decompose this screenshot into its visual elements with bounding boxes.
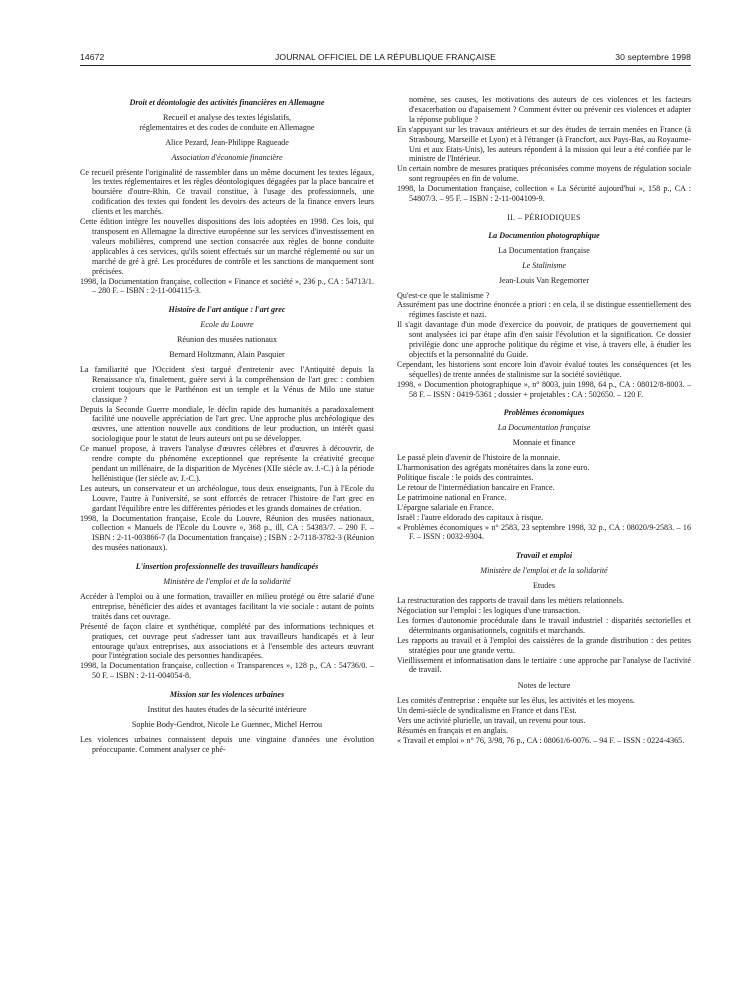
notes-heading: Notes de lecture	[517, 681, 571, 691]
entry-paragraph: Cette édition intègre les nouvelles dispositions des lois adoptées en 1998. Ces lois, qui transposent en Allemagne la directive européenne sur les services d'investissement en valeurs mobilières, comprend une section consacrée aux règles de bonne conduite applicables à ces services, qu'ils soient effectués sur un marché réglementé ou sur un marché de gré à gré. Les procédures de contrôle et les sanctions de manquement sont précisées.	[80, 217, 374, 276]
entry-paragraph: Un certain nombre de mesures pratiques préconisées comme moyens de régulation sociale sont regroupées en fin de volume.	[397, 164, 691, 184]
running-head	[80, 52, 691, 62]
entry-paragraph: Cependant, les historiens sont encore loin d'avoir évalué toutes les conséquences (et les séquelles) de trente années de stalinisme sur la société soviétique.	[397, 359, 691, 379]
entry-paragraph: Ce recueil présente l'originalité de rassembler dans un même document les textes légaux, les textes réglementaires et les règles déontologiques dégagées par la place bancaire et boursière d'outre-Rhin. Ce travail constitue, à l'usage des professionnels, une codification des textes qui fondent les devoirs des acteurs de la finance envers leurs clients et les marchés.	[80, 167, 374, 217]
entry-paragraph: nomène, ses causes, les motivations des auteurs de ces violences et les facteurs d'exacerbation ou d'apaisement ? Comment éviter ou prévenir ces violences et adapter la réponse publique ?	[409, 95, 691, 124]
right-column	[397, 95, 691, 759]
entry-travail-emploi	[397, 551, 691, 745]
entry-art-grec	[80, 305, 374, 553]
entry-violences-urbaines	[80, 690, 374, 755]
list-item: Un demi-siècle de syndicalisme en France et dans l'Est.	[397, 706, 577, 716]
entry-paragraph: En s'appuyant sur les travaux antérieurs et sur des études de terrain menées en France (à Strasbourg, Marseille et Lyon) et à l'étranger (à Francfort, aux Pays-Bas, au Royaume-Uni et aux Etats-Unis), les auteurs répondent à la mission qui leur a été confiée par le ministre de l'Intérieur.	[397, 124, 691, 164]
list-item: Négociation sur l'emploi : les logiques d'une transaction.	[397, 605, 581, 615]
entry-title: Travail et emploi	[515, 551, 573, 561]
header-rule	[80, 65, 691, 66]
entry-authors: Alice Pezard, Jean-Philippe Ragueade	[165, 137, 289, 147]
entry-paragraph: Les violences urbaines connaissent depuis une vingtaine d'années une évolution préoccupante. Comment analyser ce phé-	[80, 734, 374, 754]
list-item: Les rapports au travail et à l'emploi des caissières de la grande distribution : des petites stratégies pour une grande vertu.	[397, 635, 691, 655]
entry-theme: Le Stalinisme	[522, 260, 566, 270]
entry-insertion-handicapes	[80, 562, 374, 681]
entry-subtitle: Réunion des musées nationaux	[176, 335, 278, 345]
list-item: Les formes d'autonomie procédurale dans le travail industriel : disparités sectorielles et déterminants organisationnels, cognitifs et marchands.	[397, 615, 691, 635]
entry-title: Histoire de l'art antique : l'art grec	[168, 305, 286, 315]
entry-paragraph: Depuis la Seconde Guerre mondiale, le déclin rapide des humanités a paradoxalement facilité une nouvelle appréciation de l'art grec. Une approche plus archéologique des œuvres, une attention nouvelle aux conditions de leur production, un intérêt quasi sociologique pour le statut de leurs auteurs ont pu se développer.	[80, 404, 374, 444]
entry-paragraph: Il s'agit davantage d'un mode d'exercice du pouvoir, de pratiques de gouvernement qui sont analysées ici par étape afin d'en saisir l'évolution et la signification. Ce dossier privilégie donc une approche politique du régime et vise, à travers elle, à étudier les objectifs et la personnalité du Guide.	[397, 320, 691, 359]
entry-title: Problèmes économiques	[503, 408, 585, 418]
list-item: L'harmonisation des agrégats monétaires dans la zone euro.	[397, 463, 590, 473]
list-item: Vieillissement et informatisation dans le tertiaire : une approche par l'analyse de l'activité de travail.	[397, 655, 691, 675]
list-item: Les comités d'entreprise : enquête sur les élus, les activités et les moyens.	[397, 696, 635, 706]
entry-paragraph: Assurément pas une doctrine énoncée a priori : en cela, il se distingue essentiellement des régimes fasciste et nazi.	[397, 300, 691, 320]
entry-reference: « Problèmes économiques » n° 2583, 23 septembre 1998, 32 p., CA : 08020/9-2583. – 16 F. – ISSN : 0032-9304.	[397, 522, 691, 542]
entry-reference: 1998, la Documentation française, collection « Transparences », 128 p., CA : 54736/0. – 50 F. – ISBN : 2-11-004054-8.	[80, 661, 374, 681]
entry-publisher: La Documentation française	[497, 423, 591, 433]
entry-paragraph: Accéder à l'emploi ou à une formation, travailler en milieu protégé ou être salarié d'une entreprise, bénéficier des aides et avantages facilitant la vie sociale : autant de points traités dans cet ouvrage.	[80, 591, 374, 621]
entry-publisher: Ministère de l'emploi et de la solidarité	[480, 566, 608, 576]
entry-subtitle: Monnaie et finance	[512, 438, 576, 448]
entry-reference: 1998, la Documentation française, collection « La Sécurité aujourd'hui », 158 p., CA : 54807/3. – 95 F. – ISBN : 2-11-004109-9.	[397, 184, 691, 204]
list-item: Le passé plein d'avenir de l'histoire de la monnaie.	[397, 453, 561, 463]
list-item: La restructuration des rapports de travail dans les métiers relationnels.	[397, 596, 624, 606]
entry-title: La Documention photographique	[488, 230, 600, 240]
entry-paragraph: Présenté de façon claire et synthétique, complété par des informations techniques et pratiques, cet ouvrage peut s'adresser tant aux travailleurs handicapés et à leur entourage qu'aux entreprises, aux associations et à l'ensemble des acteurs œuvrant pour l'intégration sociale des personnes handicapées.	[80, 621, 374, 661]
list-item: Résumés en français et en anglais.	[397, 725, 509, 735]
list-item: Le patrimoine national en France.	[397, 492, 507, 502]
entry-subtitle: Etudes	[532, 581, 556, 591]
entry-violences-urbaines-continued	[397, 95, 691, 204]
list-item: Israël : l'autre eldorado des capitaux à risque.	[397, 512, 544, 522]
entry-paragraph: La familiarité que l'Occident s'est targué d'entretenir avec l'Antiquité depuis la Renaissance n'a, finalement, guère servi à la compréhension de l'art grec : combien croient toujours que le Parthénon est un temple et la Vénus de Milo une statue classique ?	[80, 364, 374, 404]
section-heading-periodiques: II. – PÉRIODIQUES	[507, 212, 581, 222]
two-column-body	[80, 95, 691, 759]
list-item: L'épargne salariale en France.	[397, 502, 494, 512]
entry-subtitle: réglementaires et des codes de conduite en Allemagne	[139, 122, 315, 132]
entry-authors: Sophie Body-Gendrot, Nicole Le Guennec, Michel Herrou	[131, 719, 323, 729]
entry-subtitle: La Documentation française	[498, 245, 590, 255]
entry-publisher: Ecole du Louvre	[200, 320, 254, 330]
entry-reference: 1998, la Documentation française, collection « Finance et société », 236 p., CA : 54713/1. – 280 F. – ISBN : 2-11-004115-3.	[80, 276, 374, 296]
list-item: Politique fiscale : le poids des contraintes.	[397, 473, 534, 482]
issue-date: 30 septembre 1998	[615, 52, 691, 62]
list-item: Le retour de l'intermédiation bancaire en France.	[397, 482, 555, 492]
entry-publisher: Association d'économie financière	[171, 152, 283, 162]
entry-problemes-economiques	[397, 408, 691, 542]
entry-title: Droit et déontologie des activités financières en Allemagne	[129, 98, 325, 107]
entry-title: Mission sur les violences urbaines	[169, 690, 285, 700]
entry-reference: 1998, « Documention photographique », n° 8003, juin 1998, 64 p., CA : 08012/8-8003. – 58 F. – ISSN : 0419-5361 ; dossier + projetables : CA : 502650. – 120 F.	[397, 379, 691, 399]
entry-reference: 1998, la Documentation française, Ecole du Louvre, Réunion des musées nationaux, collection « Manuels de l'Ecole du Louvre », 368 p., ill, CA : 54383/7. – 290 F. – ISBN : 2-11-003866-7 (la Documentation française) ; ISBN : 2-7118-3782-3 (Réunion des musées nationaux).	[80, 513, 374, 553]
list-item: Vers une activité plurielle, un travail, un revenu pour tous.	[397, 716, 586, 726]
entry-reference: « Travail et emploi » n° 76, 3/98, 76 p., CA : 08061/6-0076. – 94 F. – ISSN : 0224-4365.	[397, 735, 685, 745]
journal-title: JOURNAL OFFICIEL DE LA RÉPUBLIQUE FRANÇAISE	[275, 52, 496, 62]
entry-paragraph: Qu'est-ce que le stalinisme ?	[397, 290, 490, 300]
entry-subtitle: Recueil et analyse des textes législatifs,	[162, 112, 292, 122]
entry-paragraph: Ce manuel propose, à travers l'analyse d'œuvres célèbres et d'œuvres à découvrir, de rendre compte du phénomène exceptionnel que représente la créativité grecque pendant un millénaire, de la disparition de Mycènes (XIIe siècle av. J.-C.) à la période hellénistique (Ier siècle av. J.-C.).	[80, 444, 374, 483]
page-number: 14672	[80, 52, 105, 62]
entry-droit-deontologie	[80, 98, 374, 296]
entry-documentation-photographique	[397, 231, 691, 400]
entry-authors: Bernard Holtzmann, Alain Pasquier	[169, 350, 285, 360]
entry-title: L'insertion professionnelle des travailleurs handicapés	[135, 562, 319, 572]
entry-publisher: Institut des hautes études de la sécurité intérieure	[147, 705, 307, 715]
entry-authors: Jean-Louis Van Regemorter	[498, 275, 590, 285]
entry-paragraph: Les auteurs, un conservateur et un archéologue, tous deux enseignants, l'un à l'Ecole du Louvre, l'autre à l'université, se sont efforcés de retracer l'histoire de l'art grec en gardant l'équilibre entre les différentes périodes et les grands domaines de création.	[80, 483, 374, 513]
left-column	[80, 98, 374, 759]
entry-publisher: Ministère de l'emploi et de la solidarité	[163, 577, 291, 587]
